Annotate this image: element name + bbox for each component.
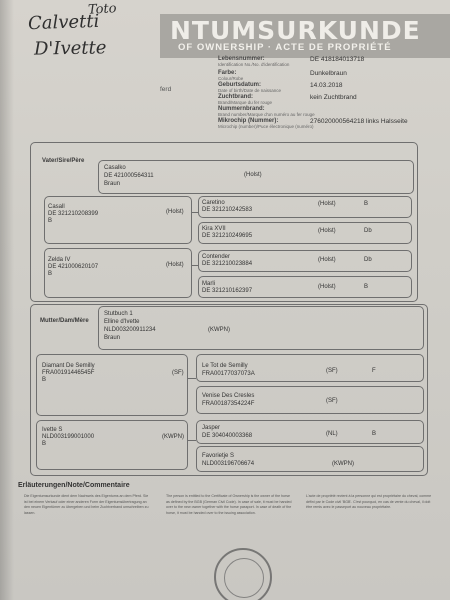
- dss-color: F: [372, 368, 376, 374]
- dam-sire-name: Diamant De Semilly: [42, 363, 95, 369]
- connector: [188, 440, 196, 441]
- sire-sire-breed: (Holst): [166, 209, 184, 215]
- info-row-nummernbrand: [218, 106, 448, 117]
- ddd-id: NLD003196706674: [202, 461, 255, 467]
- dam-name-2: Elline d'Ivette: [104, 319, 140, 325]
- sire-dam-breed: (Holst): [166, 262, 184, 268]
- sire-color: Braun: [104, 181, 121, 187]
- dam-sire-color: B: [42, 377, 47, 383]
- sss-color: B: [364, 201, 369, 207]
- dam-sire-breed: (SF): [172, 370, 184, 376]
- dam-dam-name: Ivette S: [42, 427, 63, 433]
- ssd-color: Db: [364, 228, 372, 234]
- sss-breed: (Holst): [318, 201, 336, 207]
- legal-text-de: Die Eigentumsurkunde dient dem Nachweis des Eigentums an dem Pferd. Sie ist bei einem Verkauf oder einer anderen Form der Eigentumsübertragung an den neuen Eigentümer zu übergeben und beim Zuchtverband umschreiben zu lassen.: [24, 494, 149, 515]
- info-label: Geburtsdatum:: [218, 82, 262, 88]
- sire-label: Vater/Sire/Père: [42, 158, 85, 164]
- sire-dam-id: DE 421000620107: [48, 264, 99, 270]
- handwritten-note: Toto: [87, 1, 117, 18]
- info-value: DE 418184013718: [310, 56, 365, 63]
- sss-id: DE 321210242583: [202, 207, 253, 213]
- info-label: Zuchtbrand:: [218, 94, 253, 100]
- sds-breed: (Holst): [318, 257, 336, 263]
- info-value: 14.03.2018: [310, 82, 343, 89]
- dam-dam-color: B: [42, 441, 47, 447]
- info-row-zuchtbrand: [218, 94, 448, 105]
- notes-label: Erläuterungen/Note/Commentaire: [18, 482, 130, 489]
- info-value: kein Zuchtbrand: [310, 94, 357, 101]
- sire-sire-id: DE 321210208399: [48, 211, 99, 217]
- info-sublabel: Brand/Marque du fer rouge: [218, 100, 273, 105]
- sdd-color: B: [364, 284, 369, 290]
- sds-color: Db: [364, 257, 372, 263]
- info-sublabel: Brand number/Marque d'un numéro au fer rouge: [218, 112, 315, 117]
- sdd-id: DE 321210162397: [202, 288, 253, 294]
- dds-breed: (NL): [326, 431, 338, 437]
- official-seal: [214, 548, 272, 600]
- info-row-geburtsdatum: [218, 82, 448, 93]
- legal-text-en: The person is entitled to the Certificate of Ownership is the owner of the horse as defined by the BGB (German Civil Code). In case of sale, it must be handed over to the new owner together with the horse passport. In case of death of the horse, it must be handed over to the issuing association.: [166, 494, 292, 515]
- dsd-id: FRA00187354224F: [202, 401, 255, 407]
- info-sublabel: Colour/Robe: [218, 76, 244, 81]
- header-fragment: ferd: [160, 86, 172, 93]
- dam-label: Mutter/Dam/Mère: [40, 318, 89, 324]
- dam-dam-breed: (KWPN): [162, 434, 184, 440]
- dam-breed: (KWPN): [208, 327, 230, 333]
- sss-name: Caretino: [202, 200, 225, 206]
- info-row-mikrochip: [218, 118, 448, 129]
- info-row-lebensnummer: [218, 56, 448, 67]
- sire-name: Casalko: [104, 165, 126, 171]
- dsd-breed: (SF): [326, 398, 338, 404]
- dam-color: Braun: [104, 335, 121, 341]
- handwritten-name-line2: D'Ivette: [33, 37, 107, 60]
- dds-id: DE 304040003368: [202, 433, 253, 439]
- dss-name: Le Tot de Semilly: [202, 363, 248, 369]
- sire-id: DE 421000564311: [104, 173, 154, 179]
- ddd-name: Favorietje S: [202, 453, 235, 459]
- dam-id: NLD003200911234: [104, 327, 156, 333]
- info-value: 276020000564218 links Halsseite: [310, 118, 408, 125]
- sire-dam-color: B: [48, 271, 53, 277]
- info-label: Lebensnummer:: [218, 56, 265, 62]
- sire-dam-name: Zelda IV: [48, 257, 71, 263]
- ssd-id: DE 321210249695: [202, 233, 253, 239]
- certificate-subtitle: OF OWNERSHIP · ACTE DE PROPRIÉTÉ: [178, 42, 392, 53]
- info-row-farbe: [218, 70, 448, 81]
- dss-id: FRA00177037073A: [202, 371, 255, 377]
- dds-color: B: [372, 431, 377, 437]
- info-value: Dunkelbraun: [310, 70, 347, 77]
- sire-sire-name: Casall: [48, 204, 65, 210]
- dsd-name: Venise Des Cresles: [202, 393, 255, 399]
- handwritten-name-line1: Calvetti: [27, 10, 100, 35]
- certificate-title: NTUMSURKUNDE: [170, 16, 421, 45]
- info-label: Mikrochip (Nummer):: [218, 118, 279, 124]
- page-shadow: [0, 0, 14, 600]
- info-sublabel: Date of birth/Date de naissance: [218, 88, 282, 93]
- sds-id: DE 321210023884: [202, 261, 253, 267]
- dss-breed: (SF): [326, 368, 338, 374]
- info-label: Farbe:: [218, 70, 237, 76]
- info-sublabel: Identification No./No. d'identification: [218, 62, 290, 67]
- sdd-breed: (Holst): [318, 284, 336, 290]
- legal-text-fr: L'acte de propriété revient à la personne qui est propriétaire du cheval, comme défini par le Code civil 'BGB'. C'est pourquoi, en cas de vente du cheval, il doit être remis avec le passeport au nouveau propriétaire.: [306, 494, 432, 509]
- ssd-name: Kira XVII: [202, 226, 226, 232]
- sdd-name: Marli: [202, 281, 215, 287]
- ddd-breed: (KWPN): [332, 461, 354, 467]
- sire-sire-color: B: [48, 218, 53, 224]
- dds-name: Jasper: [202, 425, 221, 431]
- info-label: Nummernbrand:: [218, 106, 265, 112]
- sire-breed: (Holst): [244, 172, 262, 178]
- sds-name: Contender: [202, 254, 231, 260]
- info-sublabel: Microchip (number)/Puce électronique (numéro): [218, 124, 314, 129]
- ssd-breed: (Holst): [318, 228, 336, 234]
- connector: [188, 378, 196, 379]
- dam-dam-id: NLD003199001000: [42, 434, 95, 440]
- sire-sire-box: [44, 196, 192, 244]
- dam-sire-id: FRA00191446545F: [42, 370, 95, 376]
- dam-name: Stutbuch 1: [104, 311, 133, 317]
